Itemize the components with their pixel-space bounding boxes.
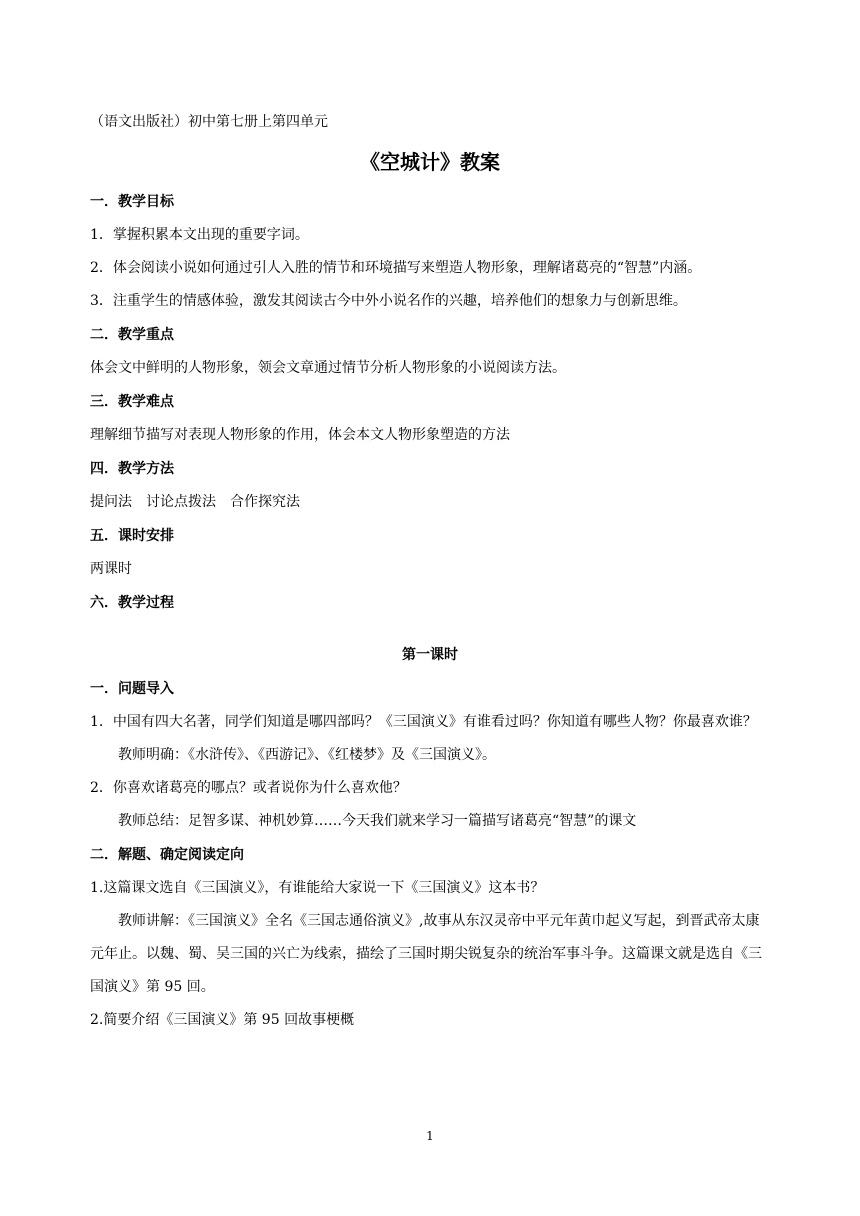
section-heading-schedule: 五．课时安排 [90,528,174,544]
question-item: 1.这篇课文选自《三国演义》，有谁能给大家说一下《三国演义》这本书？ [90,880,545,896]
lesson-one-heading: 第一课时 [402,647,458,663]
lesson-part-heading-intro: 一．问题导入 [90,681,174,697]
section-heading-difficulties: 三．教学难点 [90,394,174,410]
section-heading-methods: 四．教学方法 [90,461,174,477]
section-heading-process: 六．教学过程 [90,595,174,611]
question-item: 1．中国有四大名著，同学们知道是哪四部吗？《三国演义》有谁看过吗？你知道有哪些人物？你最喜欢谁？ [90,714,757,730]
document-body [90,107,770,1037]
document-header: （语文出版社）初中第七册上第四单元 [90,114,328,130]
question-item: 2.简要介绍《三国演义》第 95 回故事梗概 [90,1012,355,1028]
question-item: 2．你喜欢诸葛亮的哪点？或者说你为什么喜欢他？ [90,780,407,796]
difficulties-text: 理解细节描写对表现人物形象的作用，体会本文人物形象塑造的方法 [90,427,510,443]
goal-item: 2．体会阅读小说如何通过引人入胜的情节和环境描写来塑造人物形象，理解诸葛亮的“智慧”内涵。 [90,260,702,276]
goal-item: 3．注重学生的情感体验，激发其阅读古今中外小说名作的兴趣，培养他们的想象力与创新思维。 [90,293,687,309]
teacher-answer: 教师总结：足智多谋、神机妙算……今天我们就来学习一篇描写诸葛亮“智慧”的课文 [118,813,637,829]
lesson-part-heading-title: 二．解题、确定阅读定向 [90,847,244,863]
teacher-answer: 教师明确：《水浒传》、《西游记》、《红楼梦》及《三国演义》。 [118,747,496,763]
methods-text: 提问法 讨论点拨法 合作探究法 [90,494,300,510]
key-points-text: 体会文中鲜明的人物形象，领会文章通过情节分析人物形象的小说阅读方法。 [90,360,566,376]
document-title: 《空城计》教案 [360,150,500,174]
page-number: 1 [426,1129,434,1143]
teacher-answer: 教师讲解：《三国演义》全名《三国志通俗演义》,故事从东汉灵帝中平元年黄巾起义写起，到晋武帝太康元年止。以魏、蜀、吴三国的兴亡为线索，描绘了三国时期尖锐复杂的统治军事斗争。这篇课文就是选自《三国演义》第 95 回。 [90,913,762,995]
section-heading-goals: 一．教学目标 [90,194,174,210]
section-heading-key-points: 二．教学重点 [90,327,174,343]
goal-item: 1．掌握积累本文出现的重要字词。 [90,227,309,243]
schedule-text: 两课时 [90,561,132,577]
